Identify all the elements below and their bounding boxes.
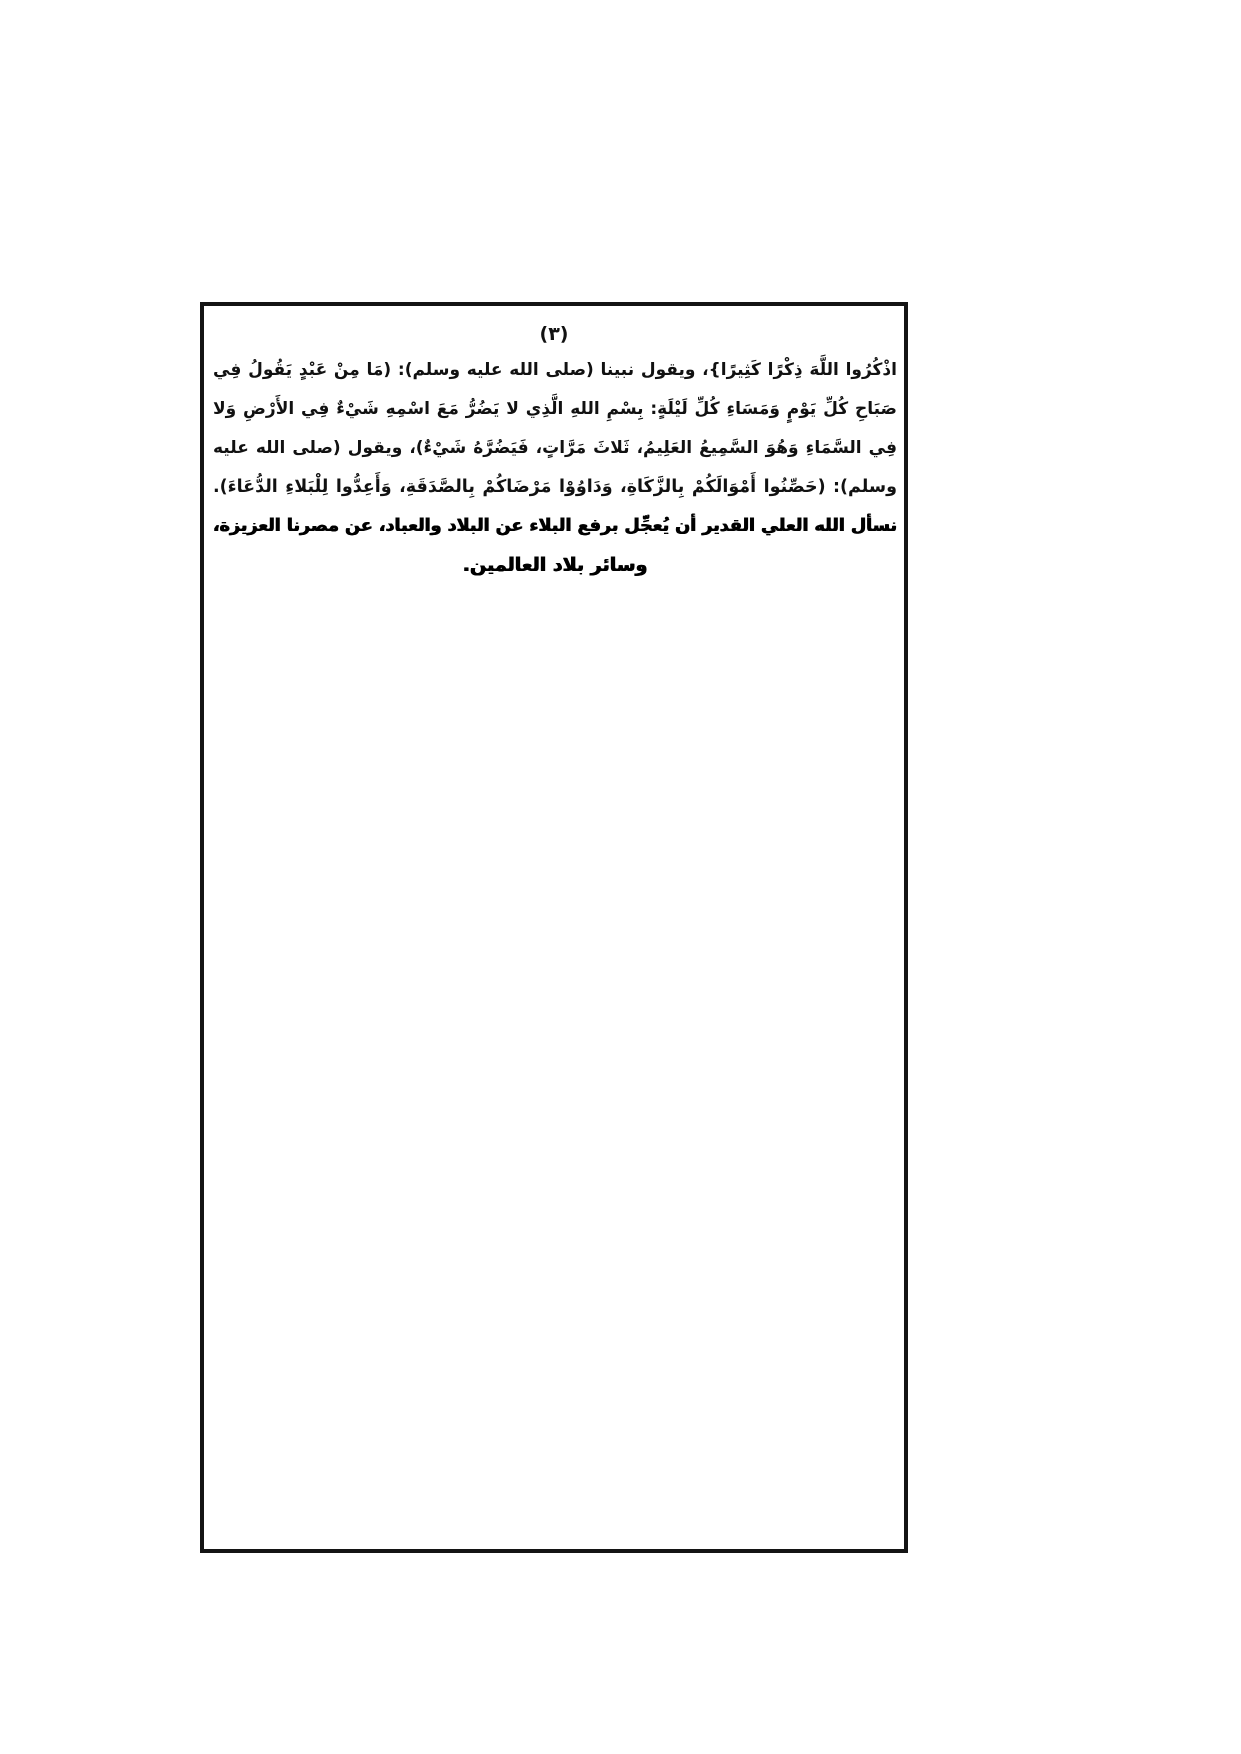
page-border-frame xyxy=(200,302,908,1553)
prayer-line-1: نسأل الله العلي القدير أن يُعجِّل برفع البلاء عن البلاد والعباد، عن مصرنا العزيزة، xyxy=(213,516,897,536)
paragraph-line-4: وسلم): (حَصِّنُوا أَمْوَالَكُمْ بِالزَّكَاةِ، وَدَاوُوْا مَرْضَاكُمْ بِالصَّدَقَةِ، وَأَعِدُّوا لِلْبَلاءِ الدُّعَاءَ). xyxy=(213,477,897,497)
paragraph-line-1: اذْكُرُوا اللَّهَ ذِكْرًا كَثِيرًا}، ويقول نبينا (صلى الله عليه وسلم): (مَا مِنْ عَبْدٍ يَقُولُ فِي xyxy=(213,360,897,380)
prayer-line-2: وسائر بلاد العالمين. xyxy=(462,554,648,576)
page-number: (٣) xyxy=(539,323,569,345)
body-text xyxy=(213,351,897,585)
paragraph-line-2: صَبَاحِ كُلِّ يَوْمٍ وَمَسَاءِ كُلِّ لَيْلَةٍ: بِسْمِ اللهِ الَّذِي لا يَضُرُّ مَعَ اسْمِهِ شَيْءٌ فِي الأَرْضِ وَلا xyxy=(213,399,897,419)
paragraph-line-3: فِي السَّمَاءِ وَهُوَ السَّمِيعُ العَلِيمُ، ثَلاثَ مَرَّاتٍ، فَيَضُرَّهُ شَيْءٌ)، ويقول (صلى الله عليه xyxy=(213,438,897,458)
